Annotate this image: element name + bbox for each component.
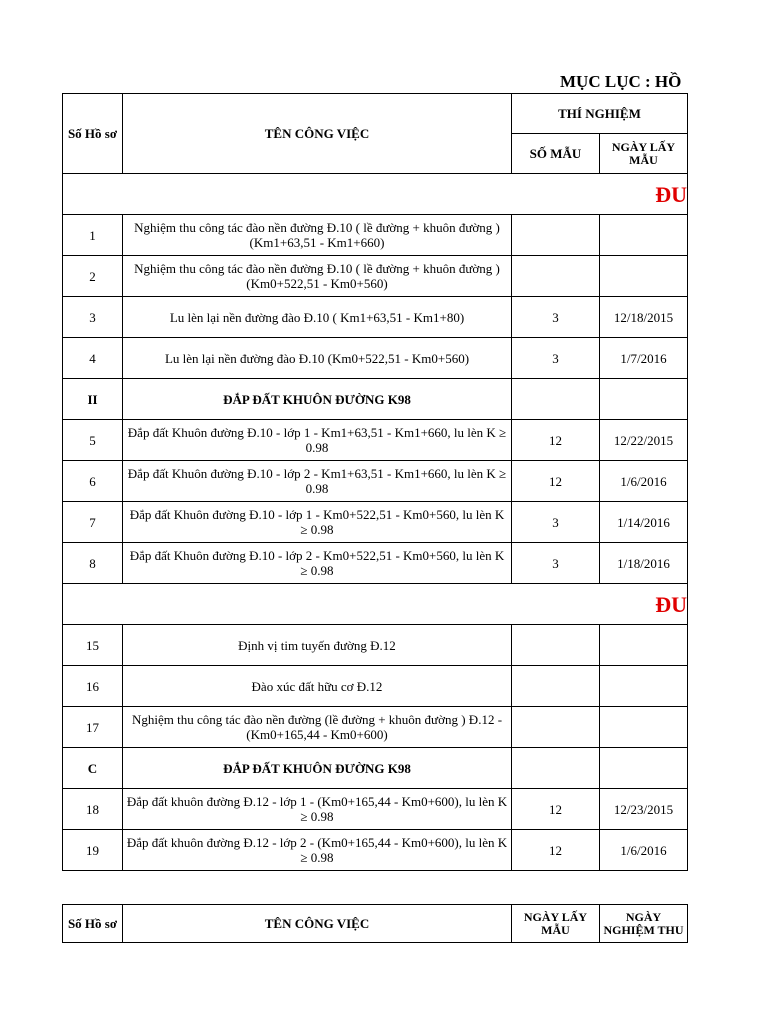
table-row: [63, 256, 688, 297]
row-samples: 12: [512, 789, 600, 830]
group-row-1: [63, 174, 688, 215]
table-row: [63, 502, 688, 543]
row-task: Đắp đất Khuôn đường Đ.10 - lớp 1 - Km0+522,51 - Km0+560, lu lèn K ≥ 0.98: [123, 502, 512, 543]
row-number: 18: [63, 789, 123, 830]
row-date: [600, 625, 688, 666]
table-row: [63, 543, 688, 584]
section-title: ĐẮP ĐẤT KHUÔN ĐƯỜNG K98: [123, 379, 512, 420]
row-task: Nghiệm thu công tác đào nền đường (lề đường + khuôn đường ) Đ.12 - (Km0+165,44 - Km0+600): [123, 707, 512, 748]
acceptance-table: [62, 904, 688, 943]
row-number: 3: [63, 297, 123, 338]
row-task: Lu lèn lại nền đường đào Đ.10 (Km0+522,51 - Km0+560): [123, 338, 512, 379]
row-date: 1/6/2016: [600, 830, 688, 871]
row-number: 16: [63, 666, 123, 707]
table-row: [63, 420, 688, 461]
row-date: 1/14/2016: [600, 502, 688, 543]
table-row: [63, 830, 688, 871]
header-so-mau: SỐ MẪU: [512, 134, 600, 174]
row-date: [600, 256, 688, 297]
row-date: 1/7/2016: [600, 338, 688, 379]
row-samples: 3: [512, 502, 600, 543]
row-date: 1/18/2016: [600, 543, 688, 584]
second-header-row: [63, 905, 688, 943]
row-task: Định vị tim tuyến đường Đ.12: [123, 625, 512, 666]
row-samples: [512, 707, 600, 748]
row-samples: 12: [512, 830, 600, 871]
table-row: [63, 297, 688, 338]
section-empty-cell: [512, 379, 600, 420]
row-date: 1/6/2016: [600, 461, 688, 502]
group-row-2: [63, 584, 688, 625]
table-row: [63, 625, 688, 666]
row-samples: [512, 666, 600, 707]
header-row: [63, 94, 688, 134]
table-row: [63, 789, 688, 830]
group-label: ĐU: [63, 584, 688, 625]
row-date: 12/22/2015: [600, 420, 688, 461]
header-so-ho-so: Số Hồ sơ: [63, 94, 123, 174]
row-task: Đắp đất Khuôn đường Đ.10 - lớp 2 - Km1+63,51 - Km1+660, lu lèn K ≥ 0.98: [123, 461, 512, 502]
row-task: Đắp đất khuôn đường Đ.12 - lớp 1 - (Km0+165,44 - Km0+600), lu lèn K ≥ 0.98: [123, 789, 512, 830]
row-samples: 12: [512, 420, 600, 461]
row-samples: [512, 256, 600, 297]
header2-ngay-lay-mau: NGÀY LẤY MẪU: [512, 905, 600, 943]
section-empty-cell: [600, 748, 688, 789]
section-number: C: [63, 748, 123, 789]
table-row: [63, 338, 688, 379]
table-row: [63, 666, 688, 707]
table-row: [63, 707, 688, 748]
row-task: Đào xúc đất hữu cơ Đ.12: [123, 666, 512, 707]
header2-so-ho-so: Số Hồ sơ: [63, 905, 123, 943]
row-number: 7: [63, 502, 123, 543]
row-samples: [512, 625, 600, 666]
header2-ngay-nghiem-thu: NGÀY NGHIỆM THU: [600, 905, 688, 943]
row-task: Đắp đất Khuôn đường Đ.10 - lớp 2 - Km0+522,51 - Km0+560, lu lèn K ≥ 0.98: [123, 543, 512, 584]
row-samples: 3: [512, 297, 600, 338]
row-number: 1: [63, 215, 123, 256]
row-date: 12/23/2015: [600, 789, 688, 830]
header-ten-cong-viec: TÊN CÔNG VIỆC: [123, 94, 512, 174]
records-table: [62, 93, 688, 871]
row-number: 19: [63, 830, 123, 871]
row-task: Nghiệm thu công tác đào nền đường Đ.10 ( lề đường + khuôn đường ) (Km0+522,51 - Km0+560): [123, 256, 512, 297]
row-date: [600, 707, 688, 748]
row-number: 8: [63, 543, 123, 584]
row-number: 15: [63, 625, 123, 666]
header2-ten-cong-viec: TÊN CÔNG VIỆC: [123, 905, 512, 943]
section-empty-cell: [600, 379, 688, 420]
row-number: 6: [63, 461, 123, 502]
header-ngay-lay-mau: NGÀY LẤY MẪU: [600, 134, 688, 174]
header-thi-nghiem: THÍ NGHIỆM: [512, 94, 688, 134]
table-row: [63, 215, 688, 256]
row-samples: 12: [512, 461, 600, 502]
group-label-1: ĐU: [63, 174, 688, 215]
section-empty-cell: [512, 748, 600, 789]
row-number: 2: [63, 256, 123, 297]
section-row-ii: [63, 379, 688, 420]
section-title: ĐẮP ĐẤT KHUÔN ĐƯỜNG K98: [123, 748, 512, 789]
row-samples: 3: [512, 543, 600, 584]
table-row: [63, 461, 688, 502]
row-number: 5: [63, 420, 123, 461]
row-date: [600, 666, 688, 707]
row-task: Đắp đất Khuôn đường Đ.10 - lớp 1 - Km1+63,51 - Km1+660, lu lèn K ≥ 0.98: [123, 420, 512, 461]
page-title: MỤC LỤC : HỒ: [560, 72, 682, 91]
row-task: Lu lèn lại nền đường đào Đ.10 ( Km1+63,51 - Km1+80): [123, 297, 512, 338]
row-task: Nghiệm thu công tác đào nền đường Đ.10 ( lề đường + khuôn đường ) (Km1+63,51 - Km1+660): [123, 215, 512, 256]
row-number: 17: [63, 707, 123, 748]
row-task: Đắp đất khuôn đường Đ.12 - lớp 2 - (Km0+165,44 - Km0+600), lu lèn K ≥ 0.98: [123, 830, 512, 871]
section-row-c: [63, 748, 688, 789]
row-samples: [512, 215, 600, 256]
row-number: 4: [63, 338, 123, 379]
section-number: II: [63, 379, 123, 420]
row-samples: 3: [512, 338, 600, 379]
row-date: [600, 215, 688, 256]
row-date: 12/18/2015: [600, 297, 688, 338]
